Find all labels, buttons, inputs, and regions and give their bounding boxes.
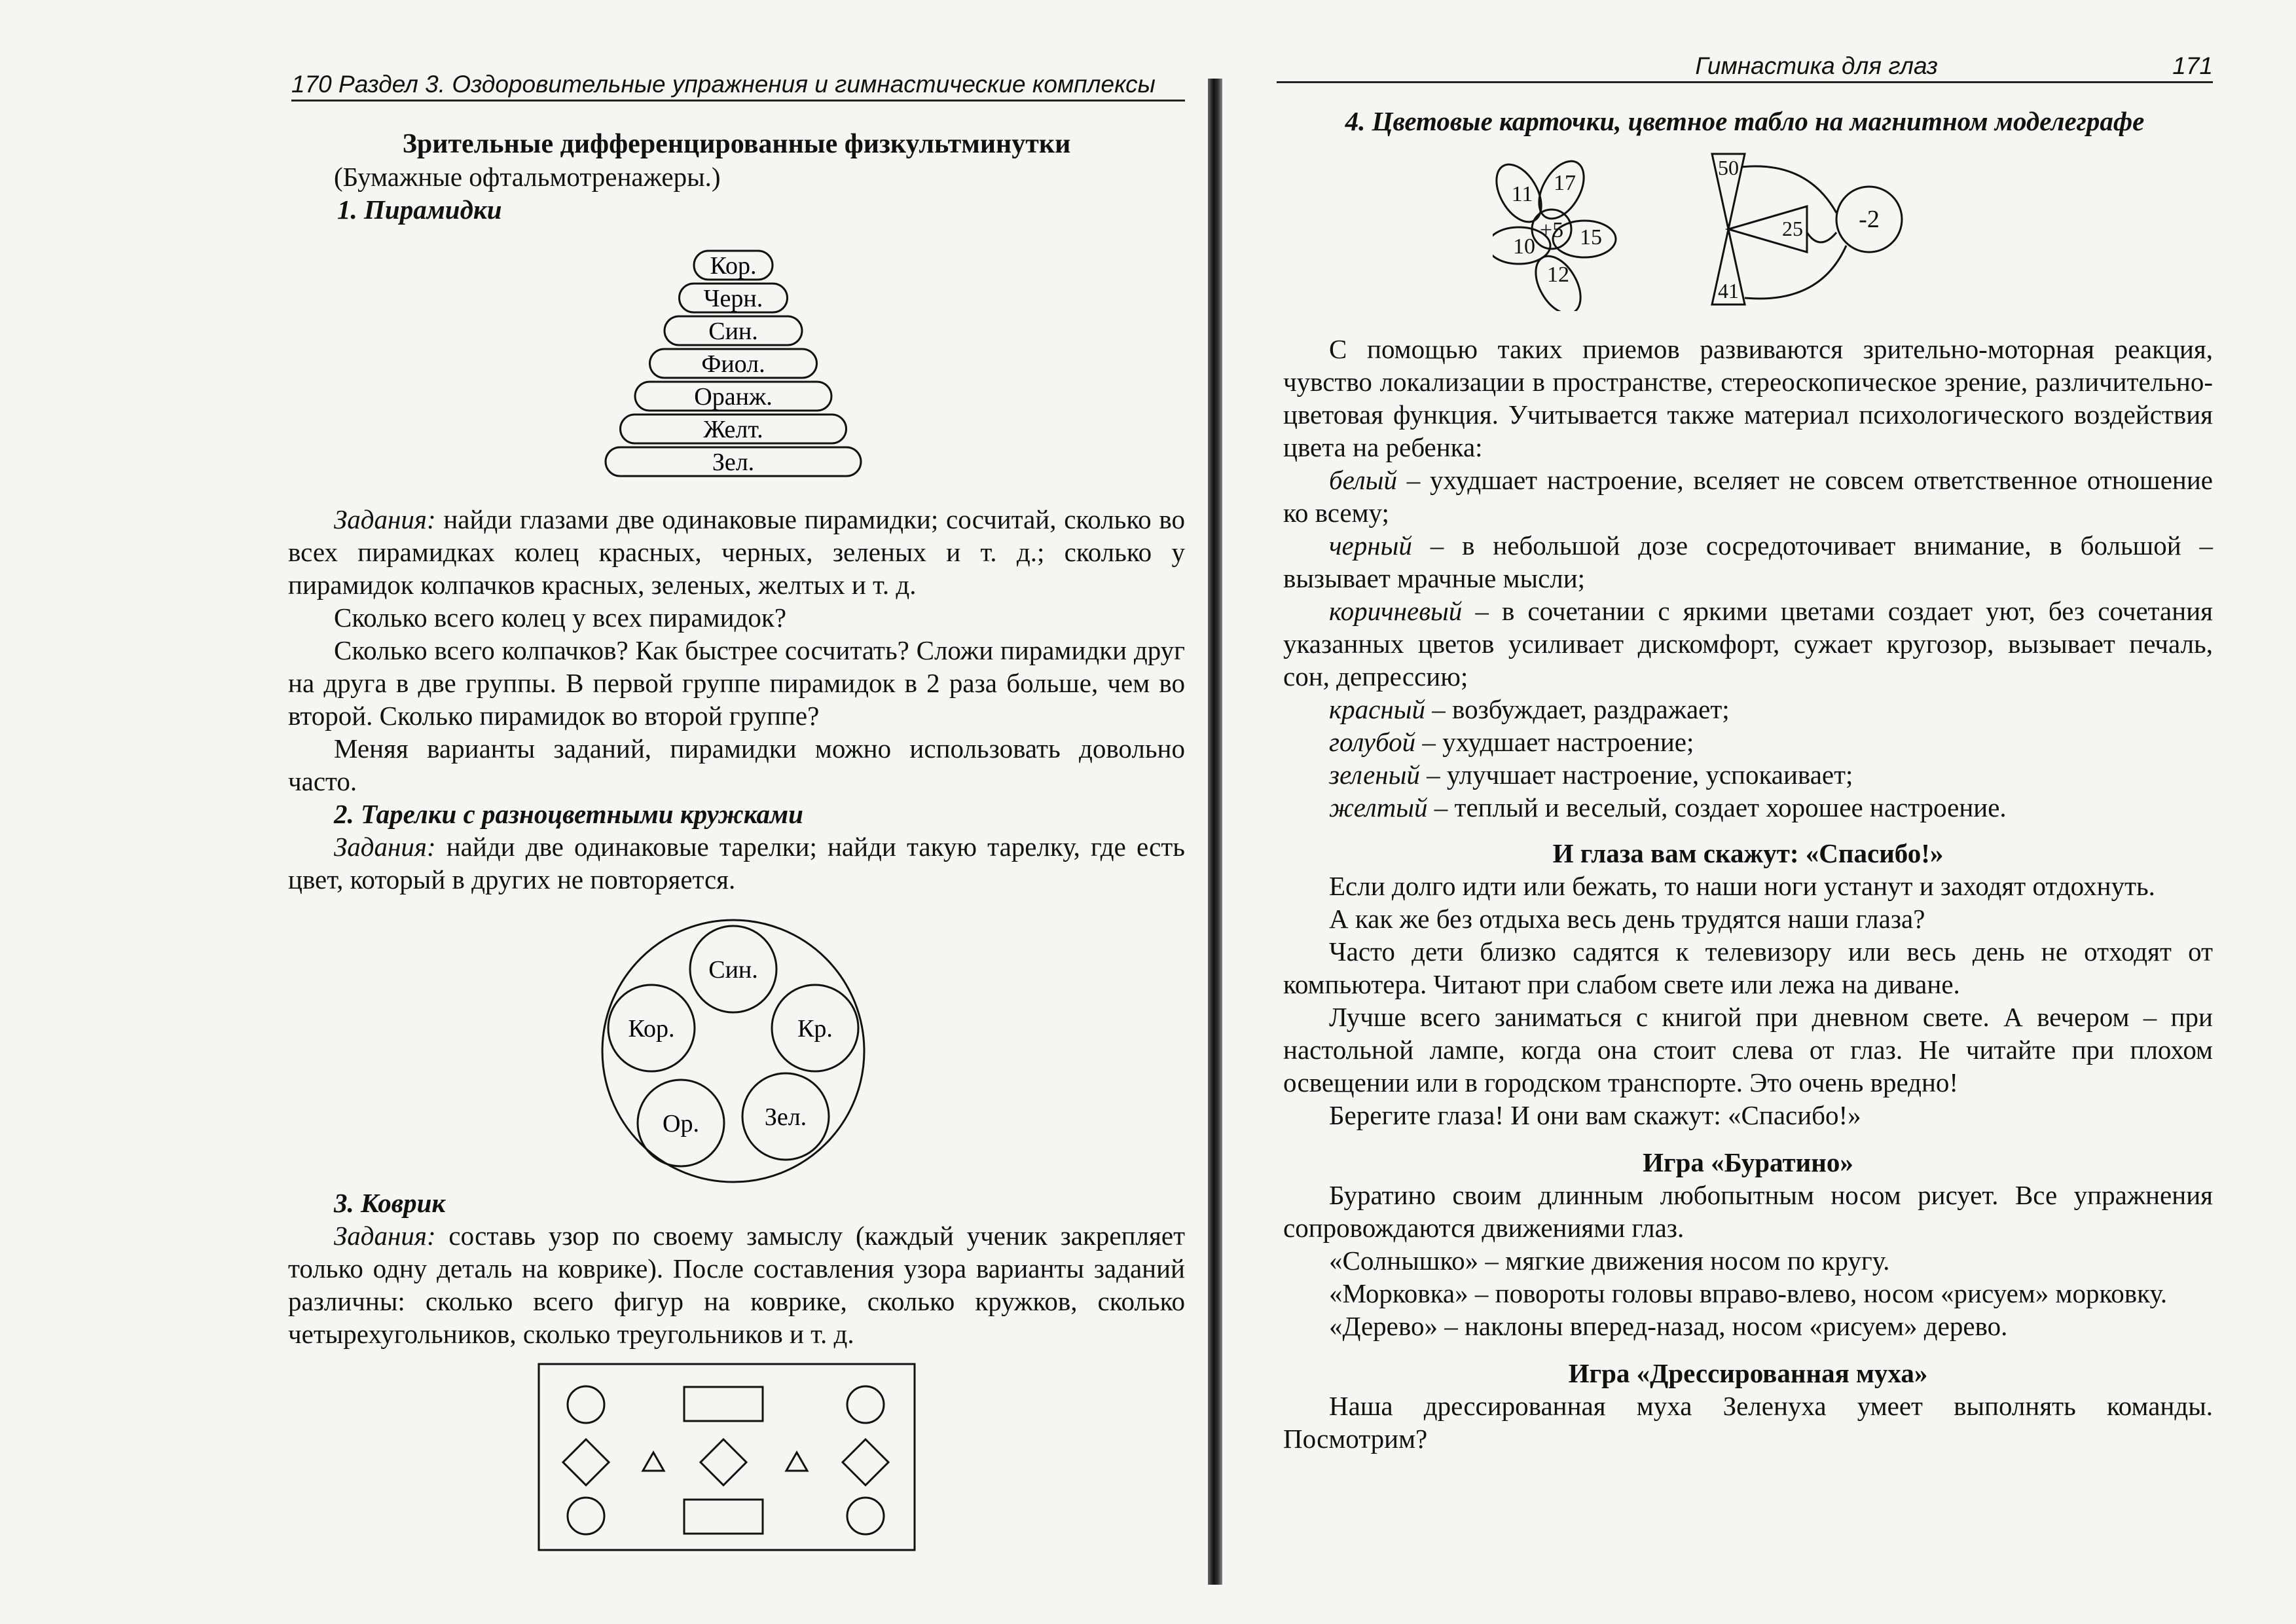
svg-text:Черн.: Черн. bbox=[703, 285, 763, 312]
heading-rug: 3. Коврик bbox=[334, 1188, 446, 1218]
plate-circle bbox=[608, 985, 695, 1071]
heading-buratino: Игра «Буратино» bbox=[1643, 1147, 1853, 1177]
paragraph: Берегите глаза! И они вам скажут: «Спасибо!» bbox=[1329, 1100, 1861, 1130]
right-page bbox=[1231, 0, 2296, 1624]
petal-number: 10 bbox=[1513, 234, 1535, 259]
paragraph: Лучше всего заниматься с книгой при дневном свете. А вечером – при настольной лампе, когда она стоит слева от глаз. Не читайте при плохом освещении или в городском транспорте. Это очень вредно! bbox=[1283, 1002, 2213, 1098]
color-effect: желтый – теплый и веселый, создает хорошее настроение. bbox=[1329, 792, 2007, 822]
task-text: составь узор по своему замыслу (каждый ученик закрепляет только одну деталь на коврике). После составления узора варианты заданий различны: сколько всего фигур на коврике, сколько кружков, сколько четырехугольников, сколько треугольников и т. д. bbox=[288, 1221, 1185, 1349]
paragraph: С помощью таких приемов развиваются зрительно-моторная реакция, чувство локализации в пространстве, стереоскопическое зрение, различительно-цветовая функция. Учитывается также материал психологического воздействия цвета на ребенка: bbox=[1283, 334, 2213, 462]
paragraph: Часто дети близко садятся к телевизору или весь день не отходят от компьютера. Читают при слабом свете или лежа на диване. bbox=[1283, 936, 2213, 999]
paragraph: «Морковка» – повороты головы вправо-влево, носом «рисуем» морковку. bbox=[1329, 1278, 2168, 1308]
task-label: Задания: bbox=[334, 504, 436, 534]
page-header: Гимнастика для глаз 171 bbox=[1277, 52, 2213, 83]
paragraph: Наша дрессированная муха Зеленуха умеет выполнять команды. Посмотрим? bbox=[1283, 1391, 2213, 1454]
heading-plates: 2. Тарелки с разноцветными кружками bbox=[334, 799, 803, 829]
heading-cards: 4. Цветовые карточки, цветное табло на магнитном моделеграфе bbox=[1345, 106, 2145, 136]
svg-text:Син.: Син. bbox=[708, 956, 758, 984]
paragraph: Сколько всего колец у всех пирамидок? bbox=[334, 602, 787, 633]
pyramid-ring bbox=[650, 349, 817, 378]
plate-circle bbox=[638, 1080, 724, 1166]
task-label: Задания: bbox=[334, 832, 436, 862]
svg-text:Зел.: Зел. bbox=[712, 449, 755, 476]
paragraph: А как же без отдыха весь день трудятся наши глаза? bbox=[1329, 904, 1925, 934]
color-effect: зеленый – улучшает настроение, успокаивает; bbox=[1329, 760, 1853, 790]
paragraph: Если долго идти или бежать, то наши ноги устанут и заходят отдохнуть. bbox=[1329, 871, 2155, 901]
page-header: 170 Раздел 3. Оздоровительные упражнения и гимнастические комплексы bbox=[291, 71, 1185, 101]
plate-circle bbox=[772, 985, 858, 1071]
svg-text:41: 41 bbox=[1718, 279, 1739, 303]
pyramid-ring bbox=[621, 415, 847, 443]
petal-number: 12 bbox=[1547, 263, 1569, 287]
task-text: найди глазами две одинаковые пирамидки; сосчитай, сколько во всех пирамидках колец красных, черных, зеленых и т. д.; сколько у пирамидок колпачков красных, зеленых, желтых и т. д. bbox=[288, 504, 1185, 600]
petal-number: 15 bbox=[1580, 225, 1602, 249]
flower-center: +5 bbox=[1539, 218, 1564, 242]
cards-figure bbox=[1493, 147, 1912, 311]
color-effect: красный – возбуждает, раздражает; bbox=[1329, 694, 1730, 724]
color-effect: белый – ухудшает настроение, вселяет не совсем ответственное отношение ко всему; bbox=[1283, 465, 2213, 528]
task-text: найди две одинаковые тарелки; найди такую тарелку, где есть цвет, который в других не повторяется. bbox=[288, 832, 1185, 895]
rug-figure bbox=[537, 1362, 917, 1552]
color-effect: голубой – ухудшает настроение; bbox=[1329, 727, 1694, 757]
color-effect: коричневый – в сочетании с яркими цветами создает уют, без сочетания указанных цветов усиливает дискомфорт, сужает кругозор, вызывает печаль, сон, депрессию; bbox=[1283, 596, 2213, 692]
pyramid-ring bbox=[635, 382, 831, 411]
pyramid-ring bbox=[694, 251, 773, 280]
svg-text:Желт.: Желт. bbox=[703, 416, 763, 443]
paragraph: Буратино своим длинным любопытным носом рисует. Все упражнения сопровождаются движениями глаз. bbox=[1283, 1180, 2213, 1243]
heading-fly: Игра «Дрессированная муха» bbox=[1568, 1358, 1928, 1388]
svg-text:Син.: Син. bbox=[708, 318, 758, 345]
paragraph: Сколько всего колпачков? Как быстрее сосчитать? Сложи пирамидки друг на друга в две группы. В первой группе пирамидок в 2 раза больше, чем во второй. Сколько пирамидок во второй группе? bbox=[288, 635, 1185, 731]
plate-figure bbox=[596, 913, 871, 1189]
svg-text:Оранж.: Оранж. bbox=[694, 383, 773, 411]
pyramid-ring bbox=[606, 447, 861, 476]
svg-text:Кр.: Кр. bbox=[797, 1015, 833, 1043]
plate-circle bbox=[690, 926, 776, 1012]
task-label: Задания: bbox=[334, 1221, 436, 1251]
pyramid-figure bbox=[589, 246, 877, 488]
heading-thanks: И глаза вам скажут: «Спасибо!» bbox=[1552, 838, 1944, 868]
svg-text:25: 25 bbox=[1782, 217, 1803, 240]
paragraph: «Солнышко» – мягкие движения носом по кругу. bbox=[1329, 1246, 1890, 1276]
svg-text:Ор.: Ор. bbox=[663, 1110, 699, 1137]
pyramid-ring bbox=[665, 316, 802, 345]
heading-pyramids: 1. Пирамидки bbox=[337, 194, 502, 225]
pyramid-ring bbox=[680, 284, 788, 312]
petal-number: 11 bbox=[1511, 182, 1533, 206]
plate-circle bbox=[742, 1073, 829, 1160]
svg-text:Фиол.: Фиол. bbox=[701, 350, 765, 378]
color-effect: черный – в небольшой дозе сосредоточивает внимание, в большой – вызывает мрачные мысли; bbox=[1283, 530, 2213, 593]
petal-number: 17 bbox=[1554, 171, 1576, 195]
section-title: Зрительные дифференцированные физкультминутки bbox=[402, 129, 1071, 159]
svg-text:Зел.: Зел. bbox=[764, 1103, 807, 1131]
svg-text:Кор.: Кор. bbox=[710, 252, 757, 280]
paragraph: «Дерево» – наклоны вперед-назад, носом «рисуем» дерево. bbox=[1329, 1311, 2008, 1341]
svg-text:Кор.: Кор. bbox=[628, 1015, 675, 1043]
subtitle: (Бумажные офтальмотренажеры.) bbox=[334, 162, 721, 192]
paragraph: Меняя варианты заданий, пирамидки можно использовать довольно часто. bbox=[288, 733, 1185, 796]
svg-text:50: 50 bbox=[1718, 156, 1739, 179]
book-gutter bbox=[1208, 79, 1222, 1585]
svg-text:-2: -2 bbox=[1859, 206, 1880, 233]
